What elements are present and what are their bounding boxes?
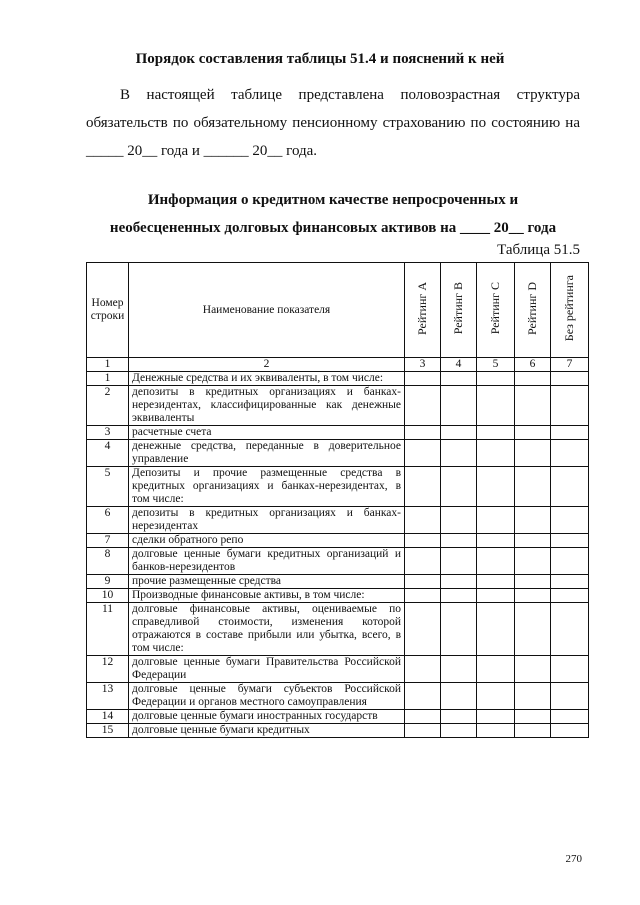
value-cell[interactable] bbox=[405, 534, 441, 548]
value-cell[interactable] bbox=[477, 589, 515, 603]
indicator-name-cell: Депозиты и прочие размещенные средства в кредитных организациях и банках-нерезидентах, в том числе: bbox=[129, 467, 405, 507]
credit-quality-table bbox=[86, 262, 589, 738]
value-cell[interactable] bbox=[441, 603, 477, 656]
value-cell[interactable] bbox=[405, 440, 441, 467]
row-number-cell: 3 bbox=[87, 426, 129, 440]
value-cell[interactable] bbox=[515, 440, 551, 467]
value-cell[interactable] bbox=[515, 372, 551, 386]
column-number: 5 bbox=[477, 358, 515, 372]
value-cell[interactable] bbox=[405, 589, 441, 603]
column-number: 3 bbox=[405, 358, 441, 372]
table-title bbox=[86, 186, 580, 242]
table-row bbox=[87, 440, 589, 467]
indicator-name-cell: долговые ценные бумаги кредитных bbox=[129, 724, 405, 738]
header-rating-b bbox=[441, 263, 477, 358]
table-row bbox=[87, 372, 589, 386]
value-cell[interactable] bbox=[551, 589, 589, 603]
indicator-name-cell: долговые финансовые активы, оцениваемые по справедливой стоимости, изменения которой отражаются в составе прибыли или убытка, всего, в том числе: bbox=[129, 603, 405, 656]
value-cell[interactable] bbox=[441, 724, 477, 738]
table-title-line-2: необесцененных долговых финансовых активов на ____ 20__ года bbox=[109, 220, 557, 236]
table-header-row bbox=[87, 263, 589, 358]
row-number-cell: 10 bbox=[87, 589, 129, 603]
value-cell[interactable] bbox=[515, 575, 551, 589]
value-cell[interactable] bbox=[405, 548, 441, 575]
value-cell[interactable] bbox=[551, 372, 589, 386]
value-cell[interactable] bbox=[551, 467, 589, 507]
value-cell[interactable] bbox=[405, 656, 441, 683]
indicator-name-cell: долговые ценные бумаги Правительства Российской Федерации bbox=[129, 656, 405, 683]
row-number-cell: 2 bbox=[87, 386, 129, 426]
row-number-cell: 1 bbox=[87, 372, 129, 386]
value-cell[interactable] bbox=[477, 440, 515, 467]
value-cell[interactable] bbox=[515, 534, 551, 548]
indicator-name-cell: прочие размещенные средства bbox=[129, 575, 405, 589]
value-cell[interactable] bbox=[551, 386, 589, 426]
table-row bbox=[87, 467, 589, 507]
page-number: 270 bbox=[565, 853, 582, 865]
value-cell[interactable] bbox=[515, 603, 551, 656]
value-cell[interactable] bbox=[551, 440, 589, 467]
table-row bbox=[87, 534, 589, 548]
table-row bbox=[87, 575, 589, 589]
row-number-cell: 6 bbox=[87, 507, 129, 534]
table-caption: Таблица 51.5 bbox=[497, 242, 580, 258]
table-row bbox=[87, 683, 589, 710]
section-heading: Порядок составления таблицы 51.4 и пояснений к ней bbox=[135, 51, 505, 67]
indicator-name-cell: Производные финансовые активы, в том числе: bbox=[129, 589, 405, 603]
value-cell[interactable] bbox=[405, 724, 441, 738]
value-cell[interactable] bbox=[515, 507, 551, 534]
indicator-name-cell: сделки обратного репо bbox=[129, 534, 405, 548]
table-row bbox=[87, 603, 589, 656]
indicator-name-cell: долговые ценные бумаги кредитных организаций и банков-нерезидентов bbox=[129, 548, 405, 575]
value-cell[interactable] bbox=[515, 589, 551, 603]
value-cell[interactable] bbox=[441, 683, 477, 710]
row-number-cell: 11 bbox=[87, 603, 129, 656]
value-cell[interactable] bbox=[551, 656, 589, 683]
value-cell[interactable] bbox=[441, 548, 477, 575]
value-cell[interactable] bbox=[551, 548, 589, 575]
value-cell[interactable] bbox=[477, 575, 515, 589]
paragraph-line-3: _____ 20__ года и ______ 20__ года. bbox=[86, 143, 318, 159]
value-cell[interactable] bbox=[405, 426, 441, 440]
value-cell[interactable] bbox=[551, 724, 589, 738]
value-cell[interactable] bbox=[477, 656, 515, 683]
value-cell[interactable] bbox=[405, 386, 441, 426]
value-cell[interactable] bbox=[551, 603, 589, 656]
table-row bbox=[87, 724, 589, 738]
value-cell[interactable] bbox=[551, 507, 589, 534]
row-number-cell: 7 bbox=[87, 534, 129, 548]
row-number-cell: 15 bbox=[87, 724, 129, 738]
value-cell[interactable] bbox=[515, 710, 551, 724]
table-row bbox=[87, 589, 589, 603]
value-cell[interactable] bbox=[441, 372, 477, 386]
indicator-name-cell: долговые ценные бумаги субъектов Российской Федерации и органов местного самоуправления bbox=[129, 683, 405, 710]
column-number: 2 bbox=[129, 358, 405, 372]
indicator-name-cell: долговые ценные бумаги иностранных государств bbox=[129, 710, 405, 724]
header-no-rating-label: Без рейтинга bbox=[562, 274, 576, 342]
value-cell[interactable] bbox=[405, 507, 441, 534]
value-cell[interactable] bbox=[441, 426, 477, 440]
paragraph-line-1: В настоящей таблице представлена половозрастная структура bbox=[120, 87, 580, 103]
table-row bbox=[87, 710, 589, 724]
row-number-cell: 9 bbox=[87, 575, 129, 589]
indicator-name-cell: депозиты в кредитных организациях и банках-нерезидентах bbox=[129, 507, 405, 534]
value-cell[interactable] bbox=[441, 575, 477, 589]
value-cell[interactable] bbox=[515, 426, 551, 440]
column-number-row bbox=[87, 358, 589, 372]
table-row bbox=[87, 507, 589, 534]
value-cell[interactable] bbox=[441, 534, 477, 548]
value-cell[interactable] bbox=[515, 386, 551, 426]
value-cell[interactable] bbox=[477, 683, 515, 710]
value-cell[interactable] bbox=[515, 683, 551, 710]
header-indicator-name: Наименование показателя bbox=[129, 263, 405, 358]
header-rating-d bbox=[515, 263, 551, 358]
column-number: 4 bbox=[441, 358, 477, 372]
value-cell[interactable] bbox=[477, 426, 515, 440]
value-cell[interactable] bbox=[551, 534, 589, 548]
indicator-name-cell: денежные средства, переданные в доверительное управление bbox=[129, 440, 405, 467]
value-cell[interactable] bbox=[405, 683, 441, 710]
value-cell[interactable] bbox=[405, 575, 441, 589]
paragraph-line-2: обязательств по обязательному пенсионному страхованию по состоянию на bbox=[86, 115, 580, 131]
value-cell[interactable] bbox=[405, 467, 441, 507]
value-cell[interactable] bbox=[477, 710, 515, 724]
value-cell[interactable] bbox=[551, 426, 589, 440]
row-number-cell: 5 bbox=[87, 467, 129, 507]
value-cell[interactable] bbox=[515, 656, 551, 683]
value-cell[interactable] bbox=[477, 386, 515, 426]
column-number: 1 bbox=[87, 358, 129, 372]
header-rating-a-label: Рейтинг A bbox=[415, 281, 429, 335]
column-number: 6 bbox=[515, 358, 551, 372]
header-row-number: Номер строки bbox=[87, 263, 129, 358]
value-cell[interactable] bbox=[405, 372, 441, 386]
header-rating-a bbox=[405, 263, 441, 358]
value-cell[interactable] bbox=[551, 710, 589, 724]
indicator-name-cell: Денежные средства и их эквиваленты, в том числе: bbox=[129, 372, 405, 386]
value-cell[interactable] bbox=[477, 467, 515, 507]
value-cell[interactable] bbox=[551, 575, 589, 589]
indicator-name-cell: расчетные счета bbox=[129, 426, 405, 440]
row-number-cell: 8 bbox=[87, 548, 129, 575]
value-cell[interactable] bbox=[477, 603, 515, 656]
row-number-cell: 13 bbox=[87, 683, 129, 710]
value-cell[interactable] bbox=[477, 724, 515, 738]
value-cell[interactable] bbox=[441, 386, 477, 426]
value-cell[interactable] bbox=[515, 467, 551, 507]
value-cell[interactable] bbox=[515, 548, 551, 575]
value-cell[interactable] bbox=[405, 710, 441, 724]
value-cell[interactable] bbox=[441, 710, 477, 724]
value-cell[interactable] bbox=[441, 589, 477, 603]
value-cell[interactable] bbox=[477, 534, 515, 548]
row-number-cell: 4 bbox=[87, 440, 129, 467]
header-rating-b-label: Рейтинг B bbox=[451, 281, 465, 335]
value-cell[interactable] bbox=[441, 467, 477, 507]
table-row bbox=[87, 426, 589, 440]
value-cell[interactable] bbox=[515, 724, 551, 738]
value-cell[interactable] bbox=[441, 656, 477, 683]
header-rating-c bbox=[477, 263, 515, 358]
value-cell[interactable] bbox=[477, 372, 515, 386]
value-cell[interactable] bbox=[477, 507, 515, 534]
table-title-line-1: Информация о кредитном качестве непросроченных и bbox=[147, 192, 519, 208]
column-number: 7 bbox=[551, 358, 589, 372]
table-row bbox=[87, 548, 589, 575]
indicator-name-cell: депозиты в кредитных организациях и банках-нерезидентах, классифицированные как денежные эквиваленты bbox=[129, 386, 405, 426]
value-cell[interactable] bbox=[441, 507, 477, 534]
value-cell[interactable] bbox=[405, 603, 441, 656]
header-rating-c-label: Рейтинг C bbox=[488, 281, 502, 335]
value-cell[interactable] bbox=[441, 440, 477, 467]
row-number-cell: 12 bbox=[87, 656, 129, 683]
value-cell[interactable] bbox=[551, 683, 589, 710]
header-rating-d-label: Рейтинг D bbox=[525, 281, 539, 335]
table-row bbox=[87, 656, 589, 683]
header-no-rating bbox=[551, 263, 589, 358]
table-row bbox=[87, 386, 589, 426]
row-number-cell: 14 bbox=[87, 710, 129, 724]
value-cell[interactable] bbox=[477, 548, 515, 575]
